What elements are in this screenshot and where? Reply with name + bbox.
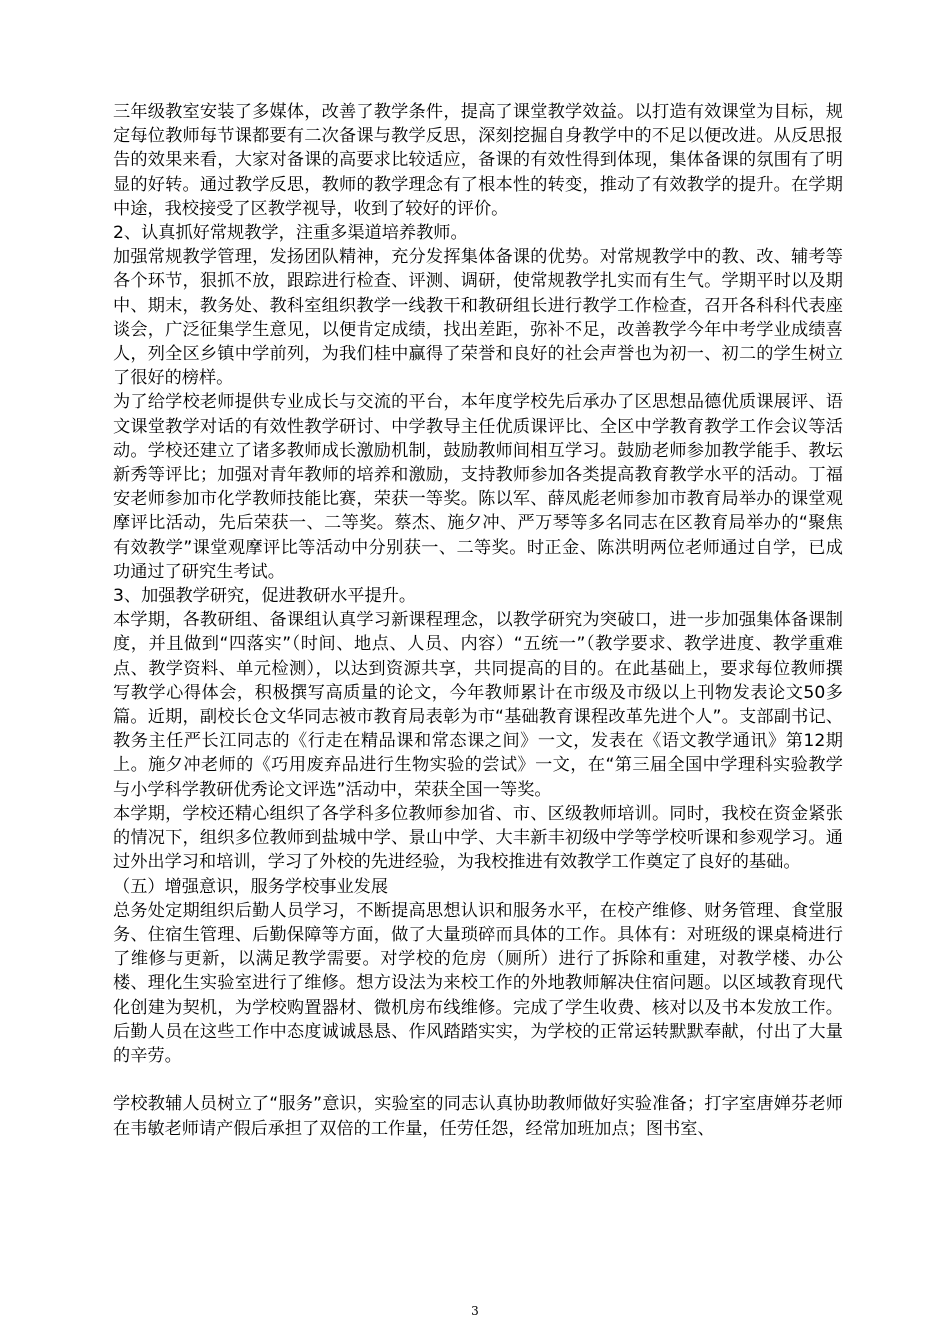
paragraph: 总务处定期组织后勤人员学习，不断提高思想认识和服务水平，在校产维修、财务管理、食堂服务、住宿生管理、后勤保障等方面，做了大量琐碎而具体的工作。具体有：对班级的课桌椅进行了维修与更新，以满足教学需要。对学校的危房（厕所）进行了拆除和重建，对教学楼、办公楼、理化生实验室进行了维修。想方设法为来校工作的外地教师解决住宿问题。以区域教育现代化创建为契机，为学校购置器材、微机房布线维修。完成了学生收费、核对以及书本发放工作。后勤人员在这些工作中态度诚诚恳恳、作风踏踏实实，为学校的正常运转默默奉献，付出了大量的辛劳。 [113,900,843,1066]
paragraph: 学校教辅人员树立了“服务”意识，实验室的同志认真协助教师做好实验准备；打字室唐婵芬老师在韦敏老师请产假后承担了双倍的工作量，任劳任怨，经常加班加点；图书室、 [113,1094,843,1139]
document-body [113,100,843,1141]
blank-line [113,1068,843,1092]
paragraph: 为了给学校老师提供专业成长与交流的平台，本年度学校先后承办了区思想品德优质课展评、语文课堂教学对话的有效性教学研讨、中学教导主任优质课评比、全区中学教育教学工作会议等活动。学校还建立了诸多教师成长激励机制，鼓励教师间相互学习。鼓励老师参加教学能手、教坛新秀等评比；加强对青年教师的培养和激励，支持教师参加各类提高教育教学水平的活动。丁福安老师参加市化学教师技能比赛，荣获一等奖。陈以军、薛凤彪老师参加市教育局举办的课堂观摩评比活动，先后荣获一、二等奖。蔡杰、施夕冲、严万琴等多名同志在区教育局举办的“聚焦有效教学”课堂观摩评比等活动中分别获一、二等奖。时正金、陈洪明两位老师通过自学，已成功通过了研究生考试。 [113,392,843,582]
section-heading: 3、加强教学研究，促进教研水平提升。 [113,586,417,607]
paragraph: 本学期，各教研组、备课组认真学习新课程理念，以教学研究为突破口，进一步加强集体备课制度，并且做到“四落实”（时间、地点、人员、内容）“五统一”（教学要求、教学进度、教学重难点、教学资料、单元检测），以达到资源共享，共同提高的目的。在此基础上，要求每位教师撰写教学心得体会，积极撰写高质量的论文，今年教师累计在市级及市级以上刊物发表论文50多篇。近期，副校长仓文华同志被市教育局表彰为市“基础教育课程改革先进个人”。支部副书记、教务主任严长江同志的《行走在精品课和常态课之间》一文，发表在《语文教学通讯》第12期上。施夕冲老师的《巧用废弃品进行生物实验的尝试》一文，在“第三届全国中学理科实验教学与小学科学教研优秀论文评选”活动中，荣获全国一等奖。 [113,610,843,800]
paragraph: 三年级教室安装了多媒体，改善了教学条件，提高了课堂教学效益。以打造有效课堂为目标，规定每位教师每节课都要有二次备课与教学反思，深刻挖掘自身教学中的不足以便改进。从反思报告的效果来看，大家对备课的高要求比较适应，备课的有效性得到体现，集体备课的氛围有了明显的好转。通过教学反思，教师的教学理念有了根本性的转变，推动了有效教学的提升。在学期中途，我校接受了区教学视导，收到了较好的评价。 [113,102,843,219]
paragraph: 加强常规教学管理，发扬团队精神，充分发挥集体备课的优势。对常规教学中的教、改、辅考等各个环节，狠抓不放，跟踪进行检查、评测、调研，使常规教学扎实而有生气。学期平时以及期中、期末，教务处、教科室组织教学一线教干和教研组长进行教学工作检查，召开各科科代表座谈会，广泛征集学生意见，以便肯定成绩，找出差距，弥补不足，改善教学今年中考学业成绩喜人，列全区乡镇中学前列，为我们桂中赢得了荣誉和良好的社会声誉也为初一、初二的学生树立了很好的榜样。 [113,247,843,389]
section-heading: （五）增强意识，服务学校事业发展 [113,876,389,897]
section-heading: 2、认真抓好常规教学，注重多渠道培养教师。 [113,223,468,244]
paragraph: 本学期，学校还精心组织了各学科多位教师参加省、市、区级教师培训。同时，我校在资金紧张的情况下，组织多位教师到盐城中学、景山中学、大丰新丰初级中学等学校听课和参观学习。通过外出学习和培训，学习了外校的先进经验，为我校推进有效教学工作奠定了良好的基础。 [113,803,843,873]
page-number: 3 [471,1304,479,1318]
